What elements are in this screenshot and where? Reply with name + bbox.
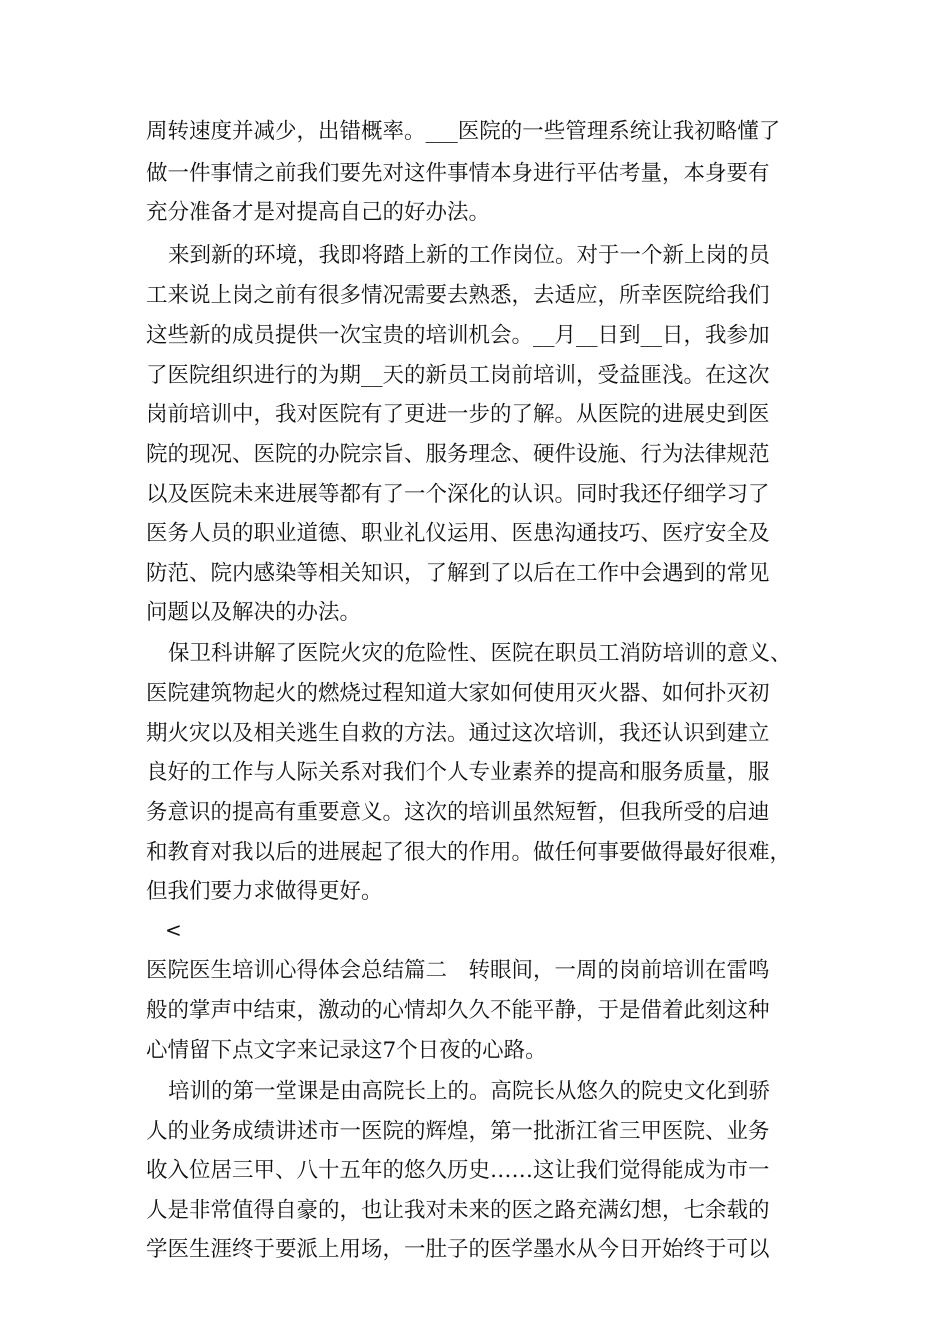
text-line: 做一件事情之前我们要先对这件事情本身进行平估考量，本身要有 (146, 161, 770, 186)
text-line: 岗前培训中，我对医院有了更进一步的了解。从医院的进展史到医 (146, 402, 770, 427)
text-line: 期火灾以及相关逃生自救的方法。通过这次培训，我还认识到建立 (146, 721, 770, 746)
text-line: 般的掌声中结束，激动的心情却久久不能平静，于是借着此刻这种 (146, 998, 770, 1023)
text-line: 防范、院内感染等相关知识，了解到了以后在工作中会遇到的常见 (146, 561, 770, 586)
text-line: 医务人员的职业道德、职业礼仪运用、医患沟通技巧、医疗安全及 (146, 521, 770, 546)
text-line: 良好的工作与人际关系对我们个人专业素养的提高和服务质量，服 (146, 760, 770, 785)
text-line: 和教育对我以后的进展起了很大的作用。做任何事要做得最好很难， (146, 840, 792, 865)
text-line: 医院建筑物起火的燃烧过程知道大家如何使用灭火器、如何扑灭初 (146, 681, 770, 706)
text-line: 保卫科讲解了医院火灾的危险性、医院在职员工消防培训的意义、 (168, 641, 792, 666)
text-line: 工来说上岗之前有很多情况需要去熟悉，去适应，所幸医院给我们 (146, 283, 770, 308)
text-line: 这些新的成员提供一次宝贵的培训机会。__月__日到__日，我参加 (146, 323, 770, 348)
text-line: 务意识的提高有重要意义。这次的培训虽然短暂，但我所受的启迪 (146, 800, 770, 825)
text-line: 收入位居三甲、八十五年的悠久历史……这让我们觉得能成为市一 (146, 1158, 770, 1183)
bullet-marker: < (165, 918, 182, 942)
text-line: 人是非常值得自豪的，也让我对未来的医之路充满幻想，七余载的 (146, 1198, 770, 1223)
text-line: 培训的第一堂课是由高院长上的。高院长从悠久的院史文化到骄 (168, 1079, 771, 1104)
text-line: 充分准备才是对提高自己的好办法。 (146, 200, 491, 225)
text-line: 来到新的环境，我即将踏上新的工作岗位。对于一个新上岗的员 (168, 243, 771, 268)
text-line: 学医生涯终于要派上用场，一肚子的医学墨水从今日开始终于可以 (146, 1237, 770, 1262)
text-line: 了医院组织进行的为期__天的新员工岗前培训，受益匪浅。在这次 (146, 363, 770, 388)
text-line: 但我们要力求做得更好。 (146, 879, 383, 904)
text-line: 问题以及解决的办法。 (146, 600, 362, 625)
text-line: 院的现况、医院的办院宗旨、服务理念、硬件设施、行为法律规范 (146, 442, 770, 467)
text-line: 医院医生培训心得体会总结篇二 转眼间，一周的岗前培训在雷鸣 (146, 958, 770, 983)
text-line: 以及医院未来进展等都有了一个深化的认识。同时我还仔细学习了 (146, 482, 770, 507)
text-line: 周转速度并减少，出错概率。___医院的一些管理系统让我初略懂了 (146, 119, 781, 144)
text-line: 心情留下点文字来记录这7个日夜的心路。 (146, 1038, 547, 1063)
text-line: 人的业务成绩讲述市一医院的辉煌，第一批浙江省三甲医院、业务 (146, 1119, 770, 1144)
